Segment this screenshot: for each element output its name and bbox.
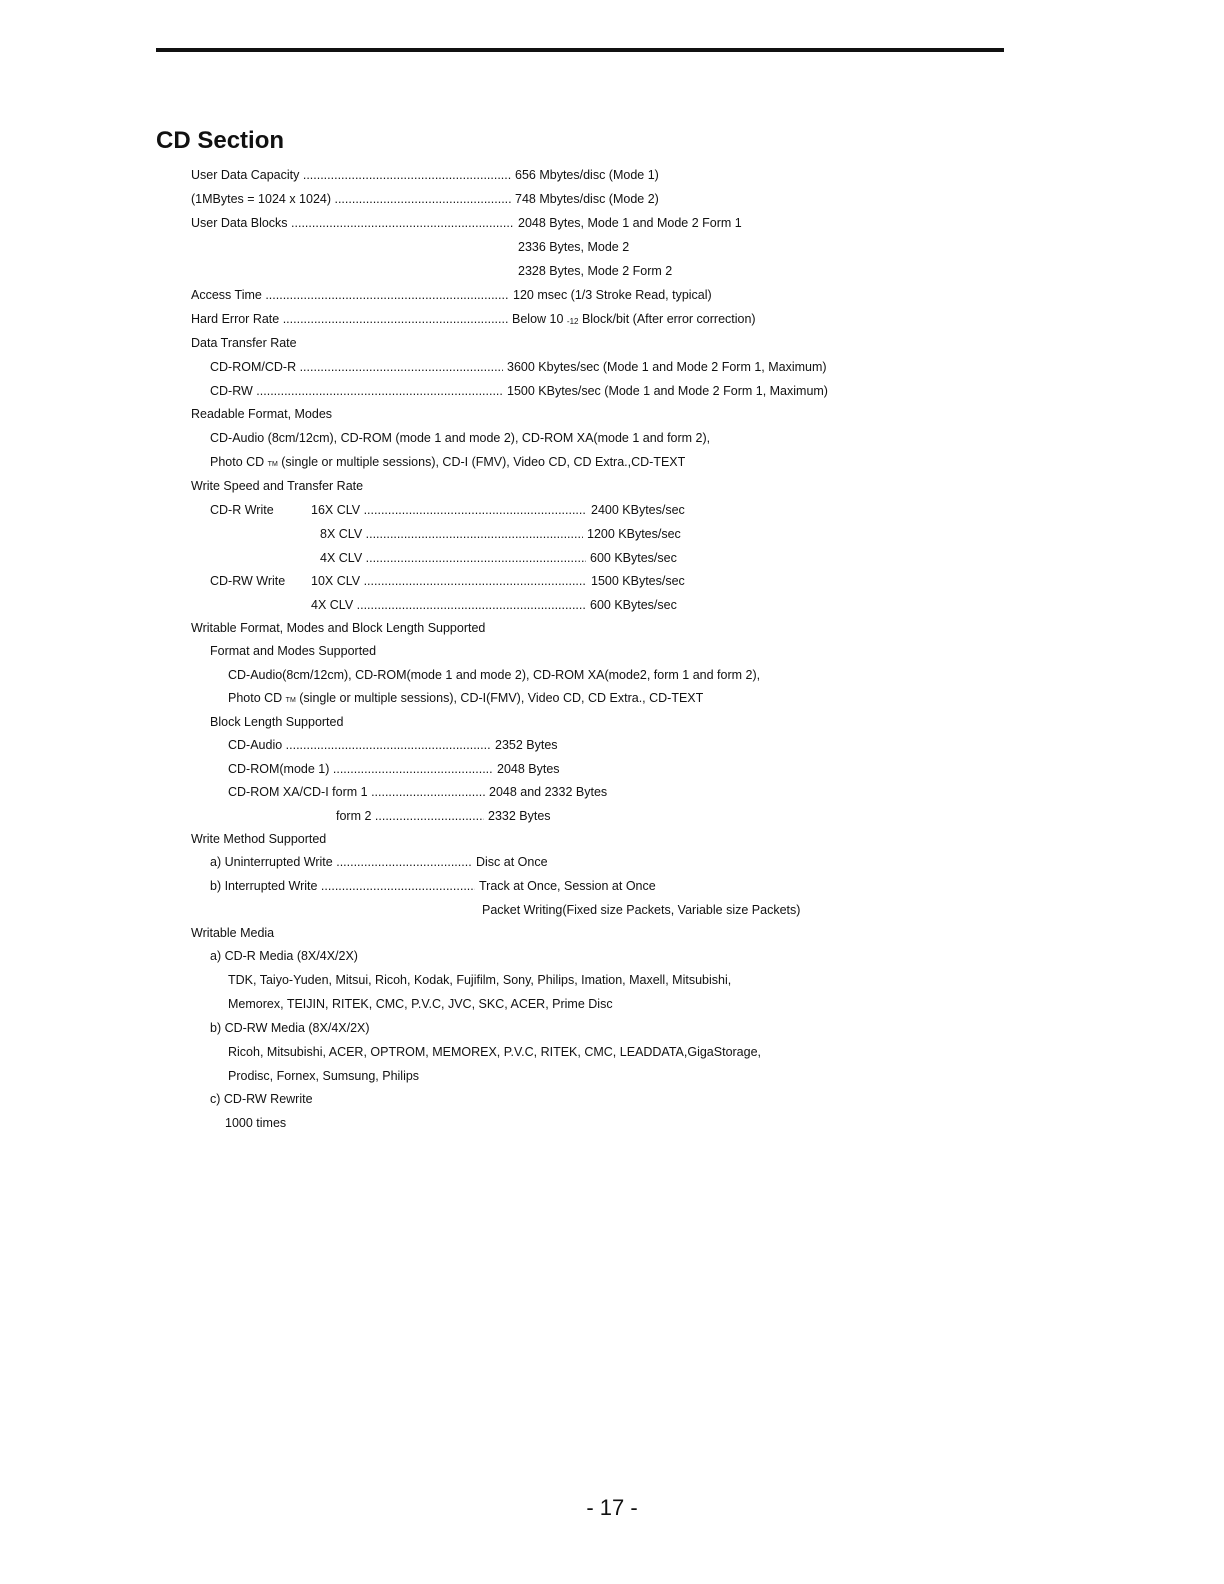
cdr-write-label: CD-R Write xyxy=(210,503,274,517)
spec-value-user-data-blocks-2: 2336 Bytes, Mode 2 xyxy=(518,240,630,254)
heading-data-transfer-rate: Data Transfer Rate xyxy=(191,336,297,350)
cdr-media-line-2: Memorex, TEIJIN, RITEK, CMC, P.V.C, JVC, SKC, ACER, Prime Disc xyxy=(228,997,613,1011)
write-method-b-label: b) Interrupted Write ..... xyxy=(210,878,475,894)
page-number: - 17 - xyxy=(586,1495,638,1520)
block-length-value: 2352 Bytes xyxy=(495,738,558,752)
write-speed-value: 1200 KBytes/sec xyxy=(587,527,681,541)
cdrw-rewrite-heading: c) CD-RW Rewrite xyxy=(210,1092,313,1106)
subheading-block-length: Block Length Supported xyxy=(210,715,344,729)
write-speed-value: 1500 KBytes/sec xyxy=(591,574,685,588)
spec-label-hard-error-rate: Hard Error Rate ..... xyxy=(191,311,508,327)
spec-value-access-time: 120 msec (1/3 Stroke Read, typical) xyxy=(513,288,712,302)
cdr-media-line-1: TDK, Taiyo-Yuden, Mitsui, Ricoh, Kodak, Fujifilm, Sony, Philips, Imation, Maxell, Mitsubishi, xyxy=(228,973,732,987)
readable-format-line-2: Photo CD TM (single or multiple sessions), CD-I (FMV), Video CD, CD Extra.,CD-TEXT xyxy=(210,455,686,469)
write-speed-row: 10X CLV ..... xyxy=(311,573,587,589)
heading-writable-format: Writable Format, Modes and Block Length Supported xyxy=(191,621,486,635)
spec-value-user-data-blocks-3: 2328 Bytes, Mode 2 Form 2 xyxy=(518,264,673,278)
spec-label-access-time: Access Time ..... xyxy=(191,287,509,303)
exponent: -12 xyxy=(566,317,579,326)
write-speed-row: 4X CLV ..... xyxy=(311,597,586,613)
write-speed-row: 8X CLV ..... xyxy=(320,526,583,542)
write-method-b-value-2: Packet Writing(Fixed size Packets, Variable size Packets) xyxy=(482,903,801,917)
subheading-format-modes: Format and Modes Supported xyxy=(210,644,377,658)
writable-format-line-2: Photo CD TM (single or multiple sessions), CD-I(FMV), Video CD, CD Extra., CD-TEXT xyxy=(228,691,704,705)
cdrw-media-line-2: Prodisc, Fornex, Sumsung, Philips xyxy=(228,1069,420,1083)
header-rule xyxy=(156,48,1004,52)
write-speed-value: 2400 KBytes/sec xyxy=(591,503,685,517)
trademark-mark: TM xyxy=(267,461,278,468)
section-title: CD Section xyxy=(156,127,285,154)
block-length-row: CD-ROM XA/CD-I form 1 ..... xyxy=(228,784,485,800)
spec-label-user-data-blocks: User Data Blocks ..... xyxy=(191,215,514,231)
write-method-a-label: a) Uninterrupted Write ..... xyxy=(210,854,472,870)
block-length-row: CD-Audio ..... xyxy=(228,737,491,753)
spec-value-cdrom-cdr: 3600 Kbytes/sec (Mode 1 and Mode 2 Form 1, Maximum) xyxy=(507,360,827,374)
cdrw-media-heading: b) CD-RW Media (8X/4X/2X) xyxy=(210,1021,370,1035)
spec-label-user-data-capacity: User Data Capacity ..... xyxy=(191,167,511,183)
spec-value-cdrw: 1500 KBytes/sec (Mode 1 and Mode 2 Form 1, Maximum) xyxy=(507,384,828,398)
block-length-value: 2332 Bytes xyxy=(488,809,551,823)
block-length-row: form 2 ..... xyxy=(336,808,484,824)
heading-write-method: Write Method Supported xyxy=(191,832,327,846)
spec-label-cdrom-cdr: CD-ROM/CD-R ..... xyxy=(210,359,503,375)
heading-writable-media: Writable Media xyxy=(191,926,275,940)
write-speed-value: 600 KBytes/sec xyxy=(590,598,677,612)
spec-value-user-data-capacity: 656 Mbytes/disc (Mode 1) xyxy=(515,168,659,182)
spec-value-mode2-capacity: 748 Mbytes/disc (Mode 2) xyxy=(515,192,659,206)
write-speed-value: 600 KBytes/sec xyxy=(590,551,677,565)
cdrw-write-label: CD-RW Write xyxy=(210,574,286,588)
block-length-row: CD-ROM(mode 1) ..... xyxy=(228,761,493,777)
write-speed-row: 16X CLV ..... xyxy=(311,502,587,518)
writable-format-line-1: CD-Audio(8cm/12cm), CD-ROM(mode 1 and mode 2), CD-ROM XA(mode2, form 1 and form 2), xyxy=(228,668,761,682)
write-method-b-value: Track at Once, Session at Once xyxy=(479,879,656,893)
write-method-a-value: Disc at Once xyxy=(476,855,548,869)
cdr-media-heading: a) CD-R Media (8X/4X/2X) xyxy=(210,949,358,963)
cdrw-rewrite-value: 1000 times xyxy=(225,1116,287,1130)
cdrw-media-line-1: Ricoh, Mitsubishi, ACER, OPTROM, MEMOREX, P.V.C, RITEK, CMC, LEADDATA,GigaStorage, xyxy=(228,1045,762,1059)
write-speed-row: 4X CLV ..... xyxy=(320,550,586,566)
spec-value-user-data-blocks-1: 2048 Bytes, Mode 1 and Mode 2 Form 1 xyxy=(518,216,742,230)
heading-readable-format: Readable Format, Modes xyxy=(191,407,333,421)
spec-label-mbytes-definition: (1MBytes = 1024 x 1024) ..... xyxy=(191,191,511,207)
spec-value-hard-error-rate: Below 10 -12 Block/bit (After error correction) xyxy=(512,312,756,326)
readable-format-line-1: CD-Audio (8cm/12cm), CD-ROM (mode 1 and mode 2), CD-ROM XA(mode 1 and form 2), xyxy=(210,431,711,445)
heading-write-speed: Write Speed and Transfer Rate xyxy=(191,479,364,493)
spec-label-cdrw: CD-RW ..... xyxy=(210,383,503,399)
block-length-value: 2048 Bytes xyxy=(497,762,560,776)
block-length-value: 2048 and 2332 Bytes xyxy=(489,785,608,799)
trademark-mark: TM xyxy=(285,697,296,704)
